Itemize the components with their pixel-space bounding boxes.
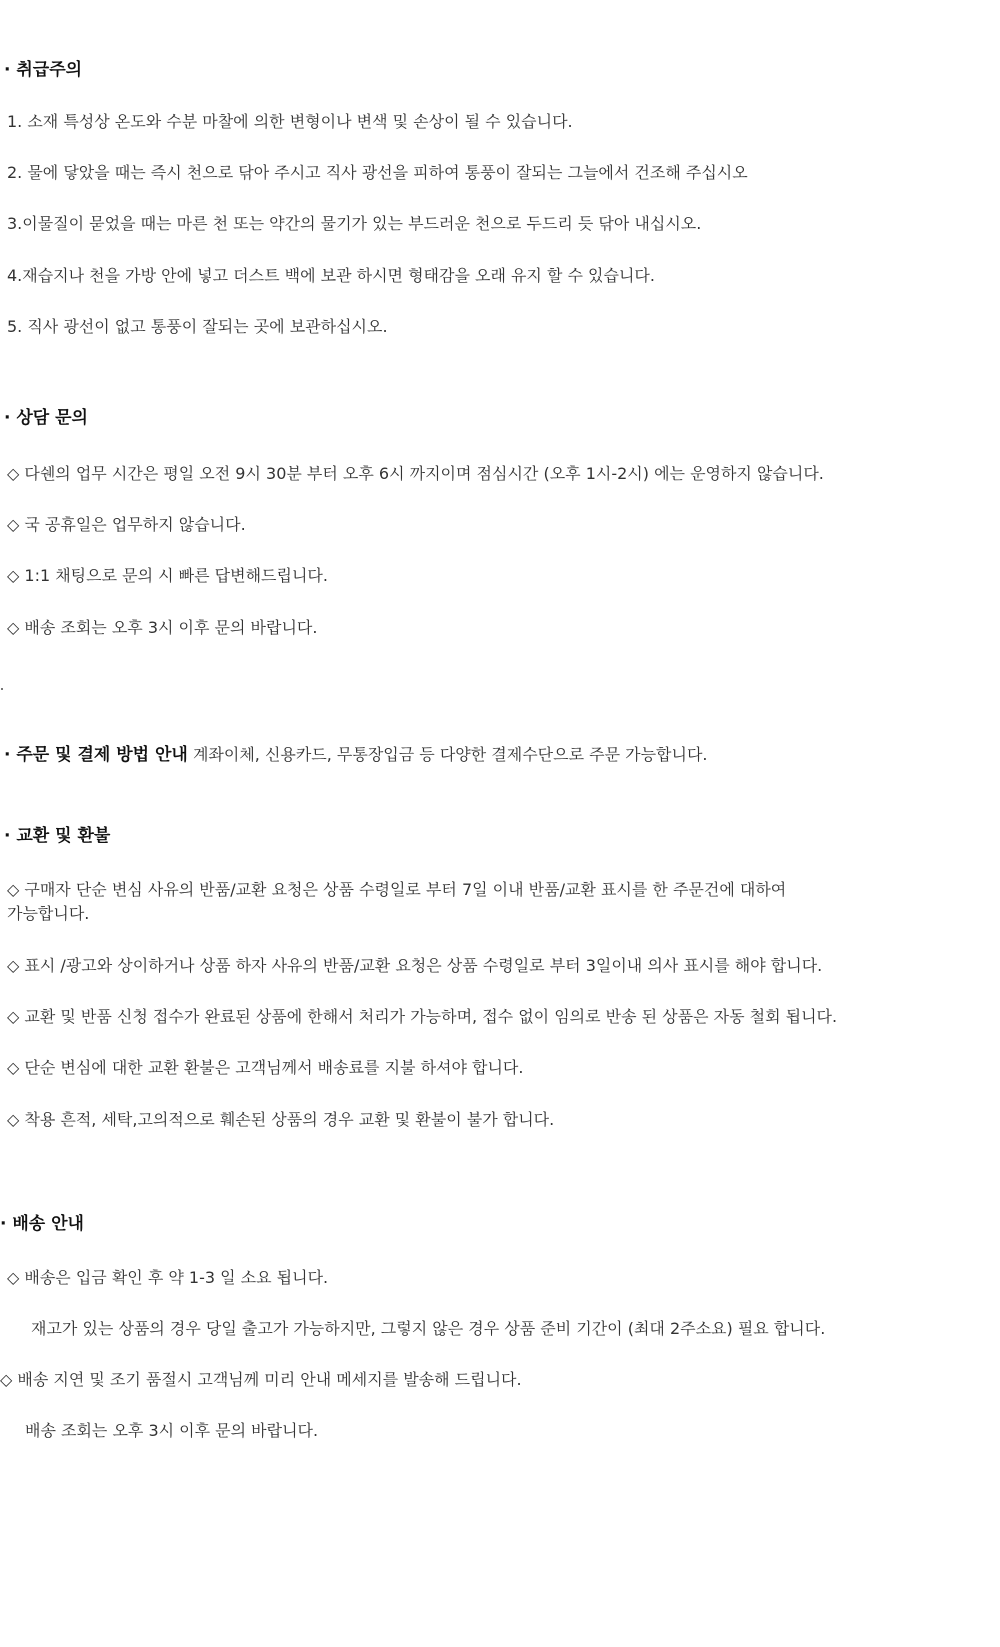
care-heading: · 취급주의 bbox=[4, 60, 83, 80]
refund-item-3: ◇ 교환 및 반품 신청 접수가 완료된 상품에 한해서 처리가 가능하며, 접수 없이 임의로 반송 된 상품은 자동 철회 됩니다. bbox=[7, 1007, 838, 1026]
refund-item-1-line-2: 가능합니다. bbox=[7, 904, 90, 923]
payment-heading: · 주문 및 결제 방법 안내 bbox=[4, 745, 188, 765]
consult-item-hours: ◇ 다쉔의 업무 시간은 평일 오전 9시 30분 부터 오후 6시 까지이며 점심시간 (오후 1시-2시) 에는 운영하지 않습니다. bbox=[7, 464, 824, 483]
care-item-5: 5. 직사 광선이 없고 통풍이 잘되는 곳에 보관하십시오. bbox=[7, 317, 388, 336]
care-item-3: 3.이물질이 묻었을 때는 마른 천 또는 약간의 물기가 있는 부드러운 천으로 두드리 듯 닦아 내십시오. bbox=[7, 214, 702, 233]
refund-item-4: ◇ 단순 변심에 대한 교환 환불은 고객님께서 배송료를 지불 하셔야 합니다. bbox=[7, 1058, 524, 1077]
care-item-2: 2. 물에 닿았을 때는 즉시 천으로 닦아 주시고 직사 광선을 피하여 통풍이 잘되는 그늘에서 건조해 주십시오 bbox=[7, 163, 748, 182]
consult-heading: · 상담 문의 bbox=[4, 408, 88, 428]
delivery-line-1: ◇ 배송은 입금 확인 후 약 1-3 일 소요 됩니다. bbox=[7, 1268, 329, 1287]
payment-row bbox=[4, 744, 708, 766]
consult-item-chat: ◇ 1:1 채팅으로 문의 시 빠른 답변해드립니다. bbox=[7, 566, 328, 585]
consult-item-holiday: ◇ 국 공휴일은 업무하지 않습니다. bbox=[7, 515, 246, 534]
refund-item-2: ◇ 표시 /광고와 상이하거나 상품 하자 사유의 반품/교환 요청은 상품 수령일로 부터 3일이내 의사 표시를 해야 합니다. bbox=[7, 956, 823, 975]
refund-item-1-line-1: ◇ 구매자 단순 변심 사유의 반품/교환 요청은 상품 수령일로 부터 7일 이내 반품/교환 표시를 한 주문건에 대하여 bbox=[7, 880, 787, 899]
refund-item-5: ◇ 착용 흔적, 세탁,고의적으로 훼손된 상품의 경우 교환 및 환불이 불가 합니다. bbox=[7, 1110, 555, 1129]
delivery-heading: · 배송 안내 bbox=[0, 1214, 84, 1234]
payment-text: 계좌이체, 신용카드, 무통장입금 등 다양한 결제수단으로 주문 가능합니다. bbox=[187, 745, 708, 764]
care-item-4: 4.재습지나 천을 가방 안에 넣고 더스트 백에 보관 하시면 형태감을 오래 유지 할 수 있습니다. bbox=[7, 266, 655, 285]
stray-dot bbox=[1, 688, 3, 690]
refund-heading: · 교환 및 환불 bbox=[4, 826, 111, 846]
delivery-line-2: 재고가 있는 상품의 경우 당일 출고가 가능하지만, 그렇지 않은 경우 상품 준비 기간이 (최대 2주소요) 필요 합니다. bbox=[31, 1319, 826, 1338]
care-item-1: 1. 소재 특성상 온도와 수분 마찰에 의한 변형이나 변색 및 손상이 될 수 있습니다. bbox=[7, 112, 573, 131]
delivery-line-3: ◇ 배송 지연 및 조기 품절시 고객님께 미리 안내 메세지를 발송해 드립니다. bbox=[0, 1370, 522, 1389]
consult-item-tracking: ◇ 배송 조회는 오후 3시 이후 문의 바랍니다. bbox=[7, 618, 318, 637]
delivery-line-4: 배송 조회는 오후 3시 이후 문의 바랍니다. bbox=[25, 1421, 319, 1440]
